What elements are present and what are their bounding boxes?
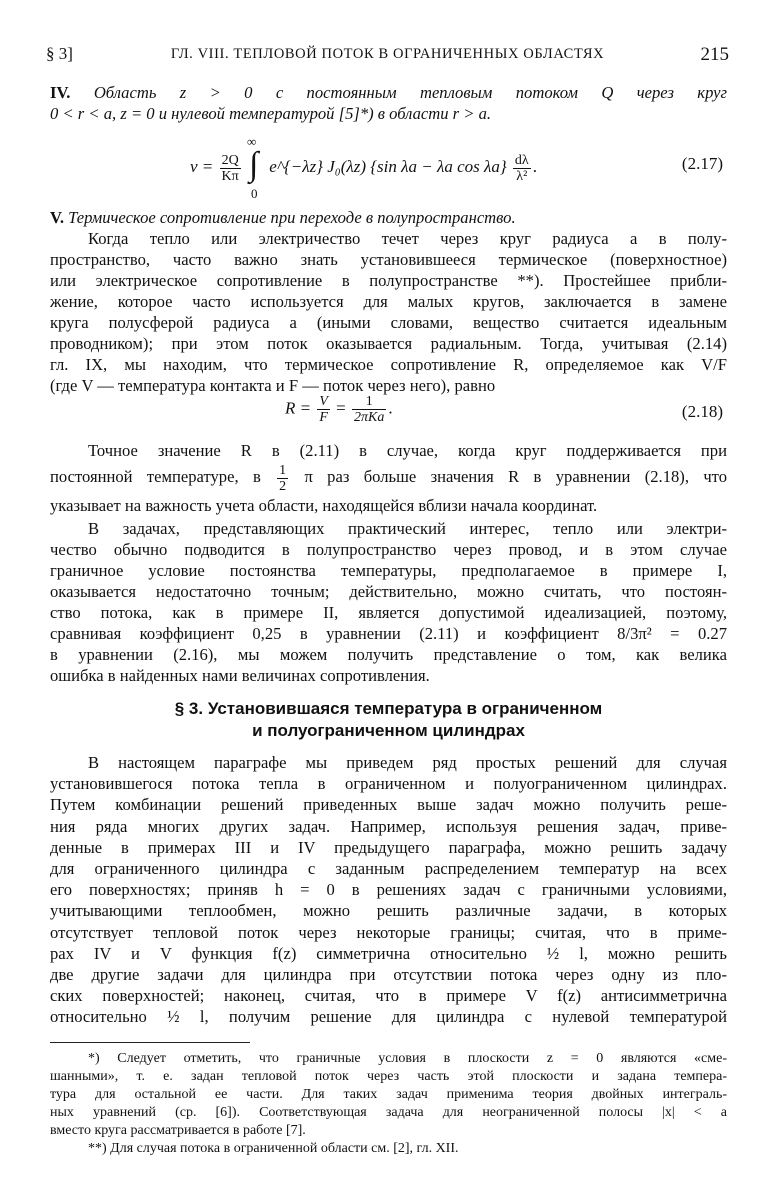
half-fraction <box>277 463 288 494</box>
body-line: ских поверхностей; наконец, считая, что в примере V f(z) антисимметрична <box>50 986 727 1006</box>
body-line: Путем комбинации решений приведенных выше задач можно получить реше- <box>50 795 727 815</box>
body-line: ошибка в найденных нами величинах сопротивления. <box>50 666 430 685</box>
example-iv-label: IV. <box>50 83 71 102</box>
eq-integrand: e^{−λz} J₀(λz) {sin λa − λa cos λa} <box>269 156 507 176</box>
body-line: (где V — температура контакта и F — поток через него), равно <box>50 376 496 395</box>
eq-fraction <box>220 153 241 184</box>
body-line: две другие задачи для цилиндра при отсутствии потока через одну из пло- <box>50 965 727 985</box>
footnote-line: тура для остальной ее части. Для таких задач применима теория двойных интеграль- <box>50 1087 727 1102</box>
body-line: пространство, часто важно знать установившееся термическое (поверхностное) <box>50 250 727 269</box>
example-iv-line: 0 < r < a, z = 0 и нулевой температурой [5]*) в области r > a. <box>50 104 492 123</box>
body-line: В настоящем параграфе мы приведем ряд простых решений для случая <box>88 753 727 772</box>
equation-2-18-body <box>285 394 393 425</box>
footnotes <box>50 1050 727 1158</box>
body-line: указывает на важность учета области, находящейся вблизи начала координат. <box>50 496 598 515</box>
body-line: для ограниченного цилиндра с заданным распределением температур на всех <box>50 859 727 879</box>
equation-number: (2.17) <box>681 154 723 173</box>
body-line: его поверхностях; приняв h = 0 в решениях задач с граничными условиями, <box>50 880 727 900</box>
eq-lhs: v = <box>190 156 214 176</box>
section-heading <box>50 698 727 742</box>
eq-lhs: R = <box>285 398 312 418</box>
equation-2-17-body <box>190 134 537 201</box>
eq-end: . <box>388 398 393 418</box>
paragraph-exact-value <box>50 440 727 516</box>
body-line: гл. IX, мы находим, что термическое сопротивление R, определяемое как V/F <box>50 355 727 374</box>
body-line: граничное условие постоянства температуры, предполагаемое в примере I, <box>50 561 727 580</box>
equation-2-17 <box>50 134 727 201</box>
eq-equals: = <box>336 398 346 418</box>
body-line: установившегося потока тепла в ограниченном и полуограниченном цилиндрах. <box>50 774 727 794</box>
body-line: сравнивая коэффициент 0,25 в уравнении (2.11) и коэффициент 8/3π² = 0.27 <box>50 624 727 643</box>
body-line: Точное значение R в (2.11) в случае, когда круг поддерживается при <box>88 441 727 460</box>
body-line: относительно ½ l, получим решение для цилиндра с нулевой температурой <box>50 1007 727 1027</box>
equation-2-18 <box>50 394 727 434</box>
footnote-separator <box>50 1042 250 1043</box>
footnote-line: ных уравнений (ср. [6]). Соответствующая задача для неограниченной полосы |x| < a <box>50 1105 727 1120</box>
example-v-label: V. <box>50 208 64 227</box>
body-line: отсутствует тепловой поток через некоторые границы; считая, что в приме- <box>50 922 727 942</box>
fraction-denominator: 2 <box>279 478 287 494</box>
eq-fraction <box>352 394 386 425</box>
footnote-line: *) Следует отметить, что граничные условия в плоскости z = 0 являются «сме- <box>88 1051 727 1066</box>
body-line: в уравнении (2.16), мы можем получить представление о том, как велика <box>50 645 727 664</box>
integral-sign: ∞ ∫ 0 <box>246 134 259 201</box>
example-iv <box>50 82 727 124</box>
example-v-title: Термическое сопротивление при переходе в полупространство. <box>68 208 516 227</box>
integral-upper-limit: ∞ <box>246 134 257 149</box>
fraction-numerator: V <box>319 394 328 409</box>
fraction-numerator: 1 <box>279 462 287 478</box>
header-running-title: ГЛ. VIII. ТЕПЛОВОЙ ПОТОК В ОГРАНИЧЕННЫХ ОБЛАСТЯХ <box>170 46 605 62</box>
body-line: или электрическое сопротивление в полупространстве **). Простейшее прибли- <box>50 271 727 290</box>
equation-number: (2.18) <box>681 402 723 421</box>
body-line: рах IV и V функция f(z) симметрична относительно ½ l, можно решить <box>50 943 727 963</box>
example-v-heading <box>50 207 727 228</box>
body-line: круга полусферой радиуса a (иными словами, вещество считается идеальным <box>50 313 727 332</box>
footnote-line: **) Для случая потока в ограниченной области см. [2], гл. XII. <box>88 1141 459 1156</box>
section-heading-line: и полуограниченном цилиндрах <box>252 721 525 740</box>
body-line: жение, которое часто используется для малых кругов, заключается в замене <box>50 292 727 311</box>
eq-fraction <box>317 394 330 425</box>
body-line <box>50 461 727 493</box>
fraction-denominator: F <box>319 410 328 425</box>
fraction-numerator: 2Q <box>220 153 241 169</box>
integral-lower-limit: 0 <box>250 186 258 201</box>
fraction-denominator: Kπ <box>221 168 239 184</box>
fraction-denominator: 2πKa <box>354 410 385 425</box>
body-line: чество обычно подводится в полупространство через провод, и в этом случае <box>50 540 727 559</box>
fraction-denominator: λ² <box>516 168 528 184</box>
eq-end: . <box>532 156 537 176</box>
text-fragment: π раз больше значения R в уравнении (2.18), что <box>304 467 727 486</box>
running-header <box>46 44 729 70</box>
paragraph-tasks <box>50 518 727 686</box>
fraction-numerator: 1 <box>352 394 386 410</box>
page-number: 215 <box>700 44 729 65</box>
example-iv-text: Область z > 0 с постоянным тепловым потоком Q через круг <box>93 83 727 102</box>
body-line: В задачах, представляющих практический интерес, тепло или электри- <box>88 519 727 538</box>
body-line: ния ряда многих других задач. Например, используя решения задач, приве- <box>50 816 727 836</box>
fraction-numerator: dλ <box>514 152 529 168</box>
text-fragment: постоянной температуре, в <box>50 467 261 486</box>
footnote-line: шанными», т. е. задан тепловой поток через часть этой плоскости и задана темпера- <box>50 1069 727 1084</box>
body-line: Когда тепло или электричество течет через круг радиуса a в полу- <box>88 229 727 248</box>
example-iv-line <box>50 82 727 103</box>
body-line: ство потока, как в примере II, является допустимой идеализацией, поэтому, <box>50 603 727 622</box>
section-heading-line: § 3. Установившаяся температура в ограниченном <box>174 699 603 718</box>
example-v <box>50 207 727 396</box>
eq-fraction <box>513 153 531 184</box>
header-section-mark: § 3] <box>46 44 73 63</box>
body-line: проводником); при этом поток оказывается радиальным. Тогда, учитывая (2.14) <box>50 334 727 353</box>
paragraph-section-3 <box>50 752 727 1028</box>
body-line: оказывается недостаточно точным; действительно, можно считать, что постоян- <box>50 582 727 601</box>
footnote-line: вместо круга рассматривается в работе [7]. <box>50 1123 306 1138</box>
body-line: денные в примерах III и IV предыдущего параграфа, можно решить задачу <box>50 837 727 857</box>
body-line: учитывающими теплообмен, можно решить различные задачи, в которых <box>50 901 727 921</box>
